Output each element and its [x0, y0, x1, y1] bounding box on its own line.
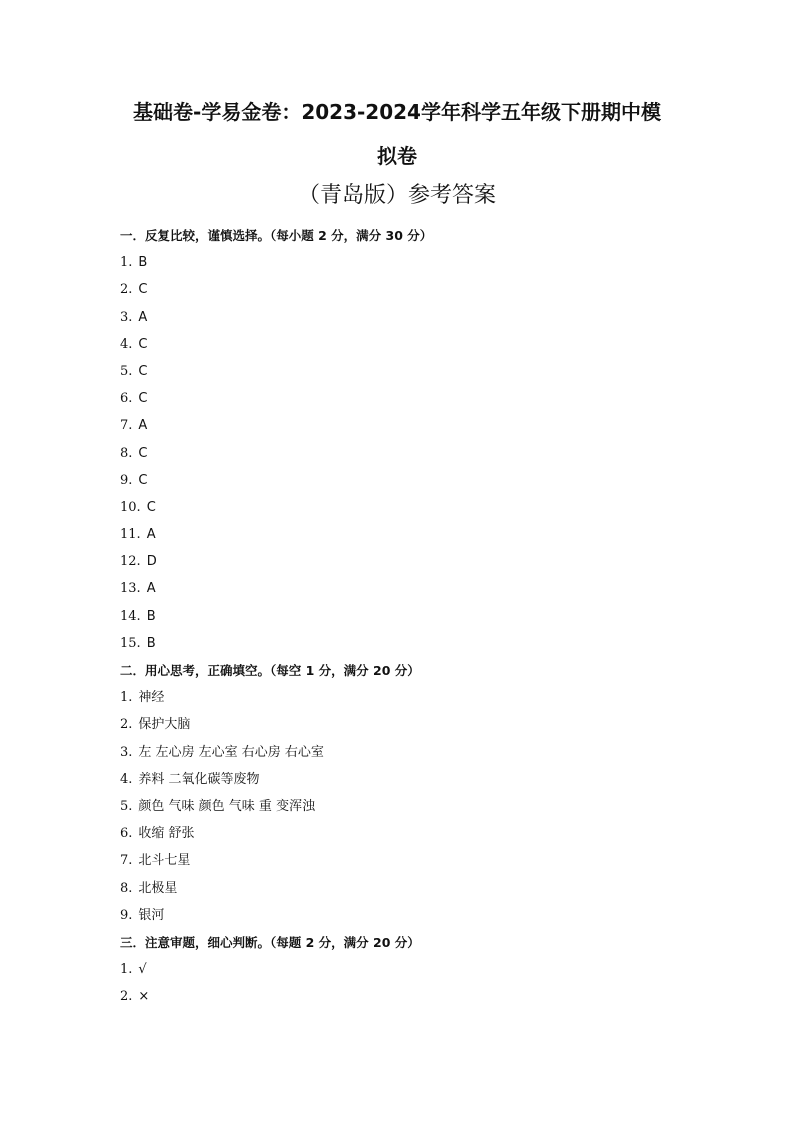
item-number: 15.: [120, 635, 141, 651]
section-multiple-choice: [120, 222, 720, 657]
answer-item: [120, 793, 720, 820]
document-subtitle: （青岛版）参考答案: [297, 183, 496, 208]
answer-item: [120, 331, 720, 358]
answer-item: [120, 766, 720, 793]
answer-item: [120, 630, 720, 657]
item-answer: 养料 二氧化碳等废物: [138, 771, 260, 787]
item-number: 9.: [120, 907, 133, 923]
item-answer: B: [138, 255, 148, 271]
item-number: 14.: [120, 608, 141, 624]
section-true-false: [120, 929, 720, 1011]
item-number: 4.: [120, 336, 133, 352]
answer-item: [120, 684, 720, 711]
item-number: 4.: [120, 771, 133, 787]
item-number: 6.: [120, 391, 133, 407]
answer-item: [120, 575, 720, 602]
item-answer: C: [138, 363, 148, 379]
answer-item: [120, 820, 720, 847]
item-answer: B: [146, 635, 156, 651]
item-answer: 收缩 舒张: [138, 826, 195, 842]
item-number: 1.: [120, 962, 133, 978]
item-answer: 颜色 气味 颜色 气味 重 变浑浊: [138, 798, 316, 814]
item-answer: ×: [138, 989, 150, 1005]
item-number: 3.: [120, 744, 133, 760]
item-number: 13.: [120, 581, 141, 597]
item-number: 2.: [120, 989, 133, 1005]
item-number: 3.: [120, 309, 133, 325]
item-answer: 北斗七星: [138, 853, 191, 869]
answer-item: [120, 711, 720, 738]
answer-item: [120, 847, 720, 874]
item-answer: C: [138, 445, 148, 461]
item-answer: C: [138, 336, 148, 352]
item-answer: 北极星: [138, 880, 178, 896]
item-number: 5.: [120, 363, 133, 379]
document-title-line-2: 拟卷: [377, 144, 417, 168]
item-number: 10.: [120, 499, 141, 515]
item-answer: C: [146, 499, 156, 515]
item-answer: B: [146, 608, 156, 624]
item-answer: 银河: [138, 907, 165, 923]
answer-item: [120, 385, 720, 412]
item-number: 8.: [120, 445, 133, 461]
item-answer: C: [138, 282, 148, 298]
item-number: 2.: [120, 282, 133, 298]
item-number: 11.: [120, 527, 141, 543]
answer-item: [120, 467, 720, 494]
item-answer: A: [146, 527, 156, 543]
section-fill-in-blank: [120, 657, 720, 929]
item-answer: A: [146, 581, 156, 597]
item-number: 1.: [120, 255, 133, 271]
item-answer: 左 左心房 左心室 右心房 右心室: [138, 744, 324, 760]
answer-item: [120, 983, 720, 1010]
answer-item: [120, 956, 720, 983]
item-number: 8.: [120, 880, 133, 896]
answer-item: [120, 304, 720, 331]
item-number: 7.: [120, 418, 133, 434]
answer-item: [120, 358, 720, 385]
answer-item: [120, 739, 720, 766]
answer-item: [120, 249, 720, 276]
answer-item: [120, 521, 720, 548]
answer-item: [120, 276, 720, 303]
item-number: 7.: [120, 853, 133, 869]
item-number: 9.: [120, 472, 133, 488]
item-answer: C: [138, 391, 148, 407]
section-heading: 三．注意审题，细心判断。（每题 2 分，满分 20 分）: [120, 934, 420, 950]
item-answer: D: [146, 554, 157, 570]
item-answer: 神经: [138, 690, 165, 706]
item-number: 2.: [120, 717, 133, 733]
item-answer: √: [138, 962, 147, 978]
answer-item: [120, 902, 720, 929]
section-heading: 一．反复比较，谨慎选择。（每小题 2 分，满分 30 分）: [120, 228, 433, 243]
answer-key: [120, 222, 720, 1010]
answer-item: [120, 548, 720, 575]
item-number: 5.: [120, 798, 133, 814]
item-answer: 保护大脑: [138, 717, 191, 733]
item-number: 6.: [120, 826, 133, 842]
item-number: 12.: [120, 554, 141, 570]
item-answer: A: [138, 418, 148, 434]
answer-item: [120, 875, 720, 902]
item-number: 1.: [120, 690, 133, 706]
item-answer: A: [138, 309, 148, 325]
answer-item: [120, 412, 720, 439]
answer-item: [120, 494, 720, 521]
item-answer: C: [138, 472, 148, 488]
answer-item: [120, 603, 720, 630]
answer-item: [120, 440, 720, 467]
section-heading: 二．用心思考，正确填空。（每空 1 分，满分 20 分）: [120, 663, 420, 678]
document-title-line-1: 基础卷-学易金卷：2023-2024学年科学五年级下册期中模: [133, 100, 661, 124]
